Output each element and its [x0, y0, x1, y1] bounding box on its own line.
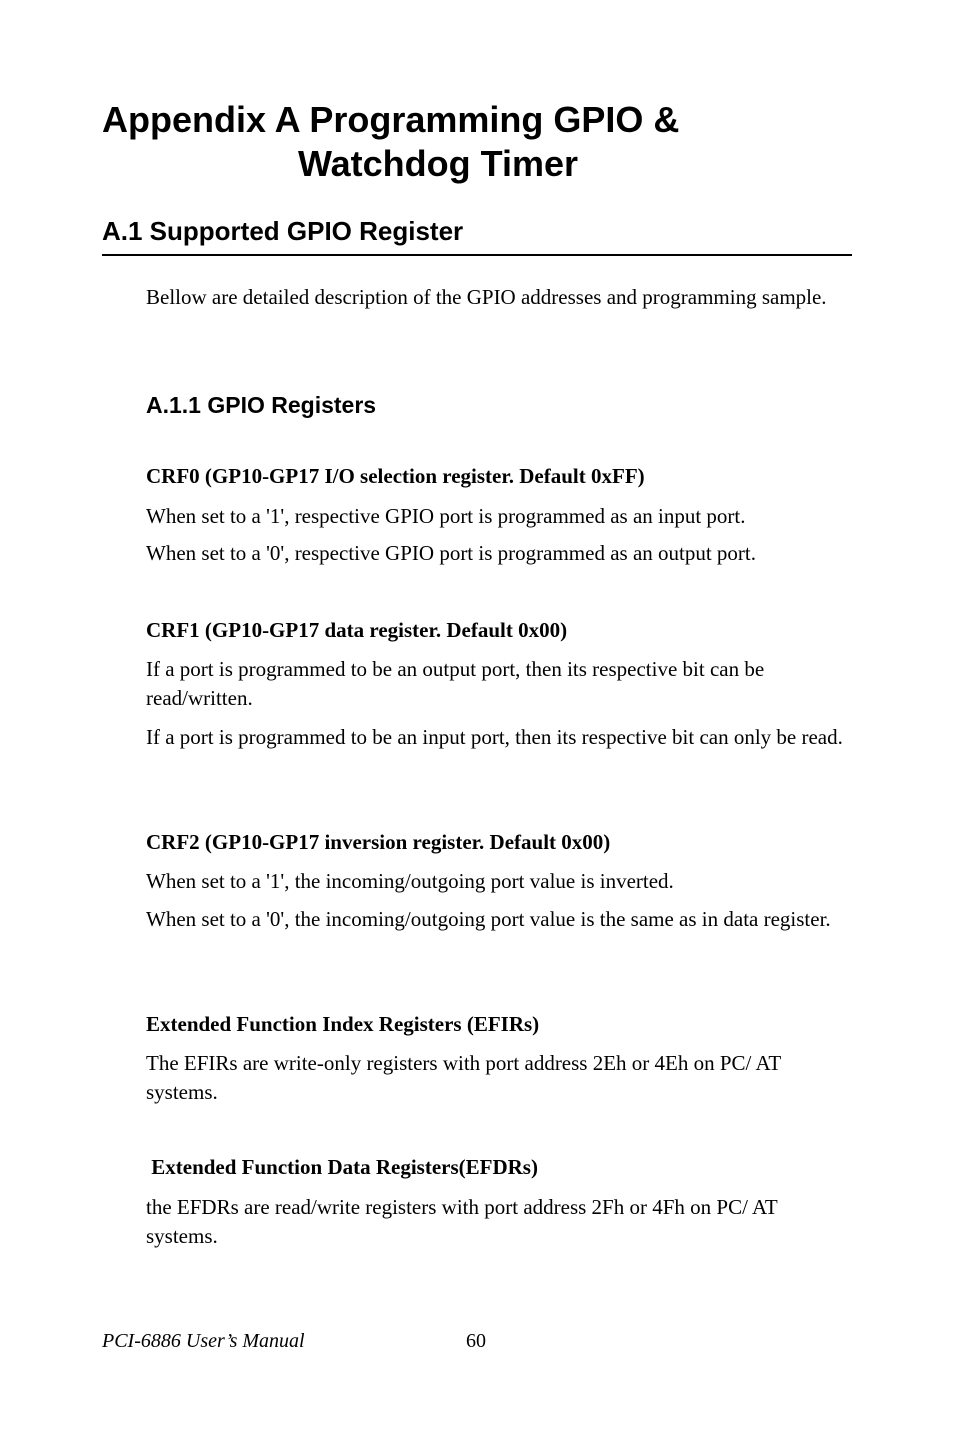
register-text-efdrs: the EFDRs are read/write registers with port address 2Fh or 4Fh on PC/ AT systems.	[146, 1195, 778, 1248]
footer-page-number: 60	[466, 1330, 486, 1352]
register-text-crf0-output: When set to a '0', respective GPIO port is programmed as an output port.	[146, 541, 757, 565]
register-text-crf2-inverted: When set to a '1', the incoming/outgoing port value is inverted.	[146, 869, 674, 893]
register-heading-efdrs: Extended Function Data Registers(EFDRs)	[146, 1155, 538, 1179]
register-heading-crf1: CRF1 (GP10-GP17 data register. Default 0x00)	[146, 618, 568, 642]
subsection-title: A.1.1 GPIO Registers	[146, 392, 377, 418]
register-text-crf1-output: If a port is programmed to be an output port, then its respective bit can be read/written.	[146, 657, 765, 710]
register-text-efirs: The EFIRs are write-only registers with port address 2Eh or 4Eh on PC/ AT systems.	[146, 1051, 781, 1104]
register-text-crf1-input: If a port is programmed to be an input port, then its respective bit can only be read.	[146, 725, 843, 749]
register-heading-crf2: CRF2 (GP10-GP17 inversion register. Default 0x00)	[146, 830, 611, 854]
register-text-crf2-same: When set to a '0', the incoming/outgoing port value is the same as in data register.	[146, 907, 831, 931]
section-intro: Bellow are detailed description of the GPIO addresses and programming sample.	[146, 285, 827, 309]
footer-manual-name: PCI-6886 User’s Manual	[102, 1330, 305, 1352]
appendix-title	[102, 98, 679, 186]
register-heading-crf0: CRF0 (GP10-GP17 I/O selection register. Default 0xFF)	[146, 464, 645, 488]
register-text-crf0-input: When set to a '1', respective GPIO port is programmed as an input port.	[146, 504, 746, 528]
register-heading-efirs: Extended Function Index Registers (EFIRs)	[146, 1012, 540, 1036]
appendix-title-line1: Appendix A Programming GPIO &	[102, 99, 680, 140]
section-title: A.1 Supported GPIO Register	[102, 216, 464, 246]
section-divider	[102, 254, 852, 256]
appendix-title-line2: Watchdog Timer	[298, 143, 579, 184]
